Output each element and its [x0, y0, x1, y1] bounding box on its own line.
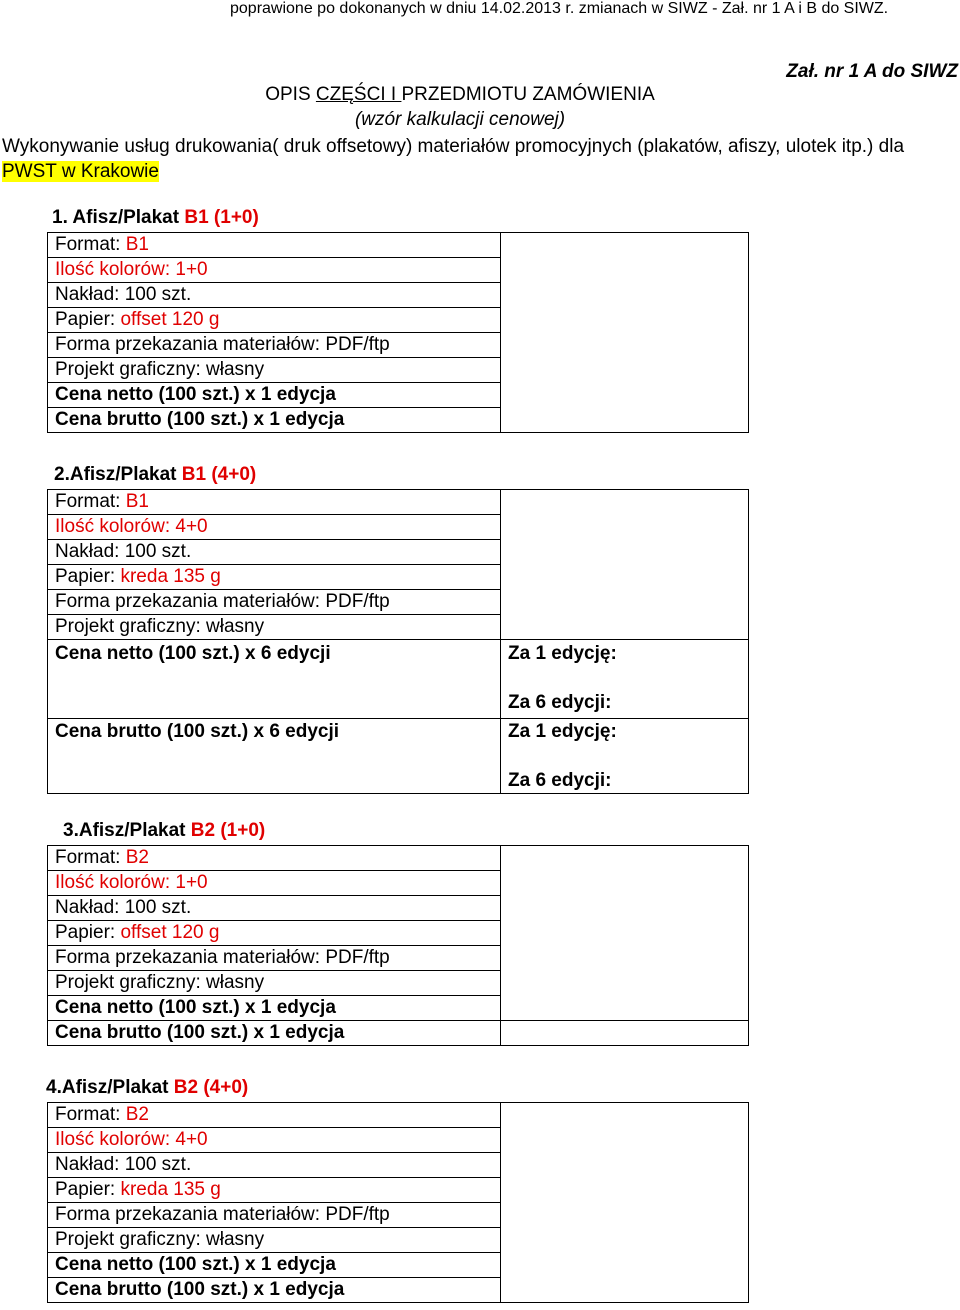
price-entry-cell[interactable] [501, 1103, 749, 1303]
projekt-cell: Projekt graficzny: własny [48, 358, 501, 383]
format-cell [48, 233, 501, 258]
price-entry-cell[interactable] [501, 846, 749, 1021]
projekt-cell: Projekt graficzny: własny [48, 1228, 501, 1253]
section-title-text: 4.Afisz/Plakat [46, 1077, 174, 1098]
section-4-title [46, 1077, 248, 1099]
za6-label: Za 6 edycji: [508, 770, 612, 791]
colors-cell: Ilość kolorów: 1+0 [48, 258, 501, 283]
netto-cell: Cena netto (100 szt.) x 6 edycji [48, 640, 501, 719]
paper-value: offset 120 g [120, 922, 220, 943]
table-row [48, 719, 749, 794]
paper-label: Papier: [55, 309, 121, 330]
document-subtitle: (wzór kalkulacji cenowej) [354, 109, 566, 130]
format-cell [48, 846, 501, 871]
section-3-title [63, 820, 265, 842]
table-row [48, 1021, 749, 1046]
naklad-cell: Nakład: 100 szt. [48, 896, 501, 921]
paper-value: kreda 135 g [120, 1179, 221, 1200]
format-cell [48, 490, 501, 515]
forma-cell: Forma przekazania materiałów: PDF/ftp [48, 333, 501, 358]
paper-cell [48, 565, 501, 590]
naklad-cell: Nakład: 100 szt. [48, 1153, 501, 1178]
description-text: Wykonywanie usług drukowania( druk offsetowy) materiałów promocyjnych (plakatów, afiszy, ulotek itp.) dla [2, 136, 905, 157]
format-label: Format: [55, 1104, 126, 1125]
forma-cell: Forma przekazania materiałów: PDF/ftp [48, 1203, 501, 1228]
document-description [2, 134, 932, 184]
table-row [48, 640, 749, 719]
paper-label: Papier: [55, 566, 121, 587]
brutto-cell: Cena brutto (100 szt.) x 1 edycja [48, 408, 501, 433]
document-title [0, 84, 920, 106]
title-part-2: CZĘŚCI I [315, 84, 402, 105]
title-part-3: PRZEDMIOTU ZAMÓWIENIA [401, 84, 655, 105]
colors-cell: Ilość kolorów: 4+0 [48, 515, 501, 540]
price-entry-cell[interactable] [501, 490, 749, 640]
projekt-cell: Projekt graficzny: własny [48, 971, 501, 996]
netto-cell: Cena netto (100 szt.) x 1 edycja [48, 383, 501, 408]
format-value: B2 [125, 847, 149, 868]
brutto-cell: Cena brutto (100 szt.) x 1 edycja [48, 1021, 501, 1046]
paper-label: Papier: [55, 1179, 121, 1200]
colors-cell: Ilość kolorów: 1+0 [48, 871, 501, 896]
attachment-label: Zał. nr 1 A do SIWZ [786, 61, 958, 82]
section-title-variant: B2 (4+0) [173, 1077, 249, 1098]
forma-cell: Forma przekazania materiałów: PDF/ftp [48, 946, 501, 971]
za1-label: Za 1 edycję: [508, 721, 617, 742]
paper-label: Papier: [55, 922, 121, 943]
brutto-cell: Cena brutto (100 szt.) x 6 edycji [48, 719, 501, 794]
table-row [48, 846, 749, 871]
format-value: B2 [125, 1104, 149, 1125]
description-highlight: PWST w Krakowie [2, 161, 159, 182]
section-title-variant: B2 (1+0) [190, 820, 266, 841]
section-title-variant: B1 (4+0) [181, 464, 257, 485]
table-row [48, 490, 749, 515]
paper-cell [48, 921, 501, 946]
section-4-table [47, 1102, 749, 1303]
paper-value: offset 120 g [120, 309, 220, 330]
format-cell [48, 1103, 501, 1128]
section-1-title [52, 207, 259, 229]
netto-cell: Cena netto (100 szt.) x 1 edycja [48, 1253, 501, 1278]
forma-cell: Forma przekazania materiałów: PDF/ftp [48, 590, 501, 615]
section-2-title [54, 464, 256, 486]
colors-cell: Ilość kolorów: 4+0 [48, 1128, 501, 1153]
section-title-text: 3.Afisz/Plakat [63, 820, 191, 841]
paper-cell [48, 1178, 501, 1203]
naklad-cell: Nakład: 100 szt. [48, 540, 501, 565]
naklad-cell: Nakład: 100 szt. [48, 283, 501, 308]
format-label: Format: [55, 847, 126, 868]
section-1-table [47, 232, 749, 433]
format-label: Format: [55, 234, 126, 255]
table-row [48, 1103, 749, 1128]
za6-label: Za 6 edycji: [508, 692, 612, 713]
brutto-price-cell[interactable] [501, 719, 749, 794]
title-part-1: OPIS [265, 84, 316, 105]
table-row [48, 233, 749, 258]
format-value: B1 [125, 491, 149, 512]
projekt-cell: Projekt graficzny: własny [48, 615, 501, 640]
netto-price-cell[interactable] [501, 640, 749, 719]
section-title-variant: B1 (1+0) [184, 207, 259, 228]
brutto-cell: Cena brutto (100 szt.) x 1 edycja [48, 1278, 501, 1303]
brutto-price-cell[interactable] [501, 1021, 749, 1046]
netto-cell: Cena netto (100 szt.) x 1 edycja [48, 996, 501, 1021]
section-2-table [47, 489, 749, 794]
section-title-text: 2.Afisz/Plakat [54, 464, 182, 485]
format-value: B1 [125, 234, 149, 255]
section-title-text: 1. Afisz/Plakat [52, 207, 185, 228]
price-entry-cell[interactable] [501, 233, 749, 433]
za1-label: Za 1 edycję: [508, 643, 617, 664]
section-3-table [47, 845, 749, 1046]
format-label: Format: [55, 491, 126, 512]
revision-note: poprawione po dokonanych w dniu 14.02.2013 r. zmianach w SIWZ - Zał. nr 1 A i B do SIWZ. [230, 0, 889, 17]
paper-value: kreda 135 g [120, 566, 221, 587]
paper-cell [48, 308, 501, 333]
